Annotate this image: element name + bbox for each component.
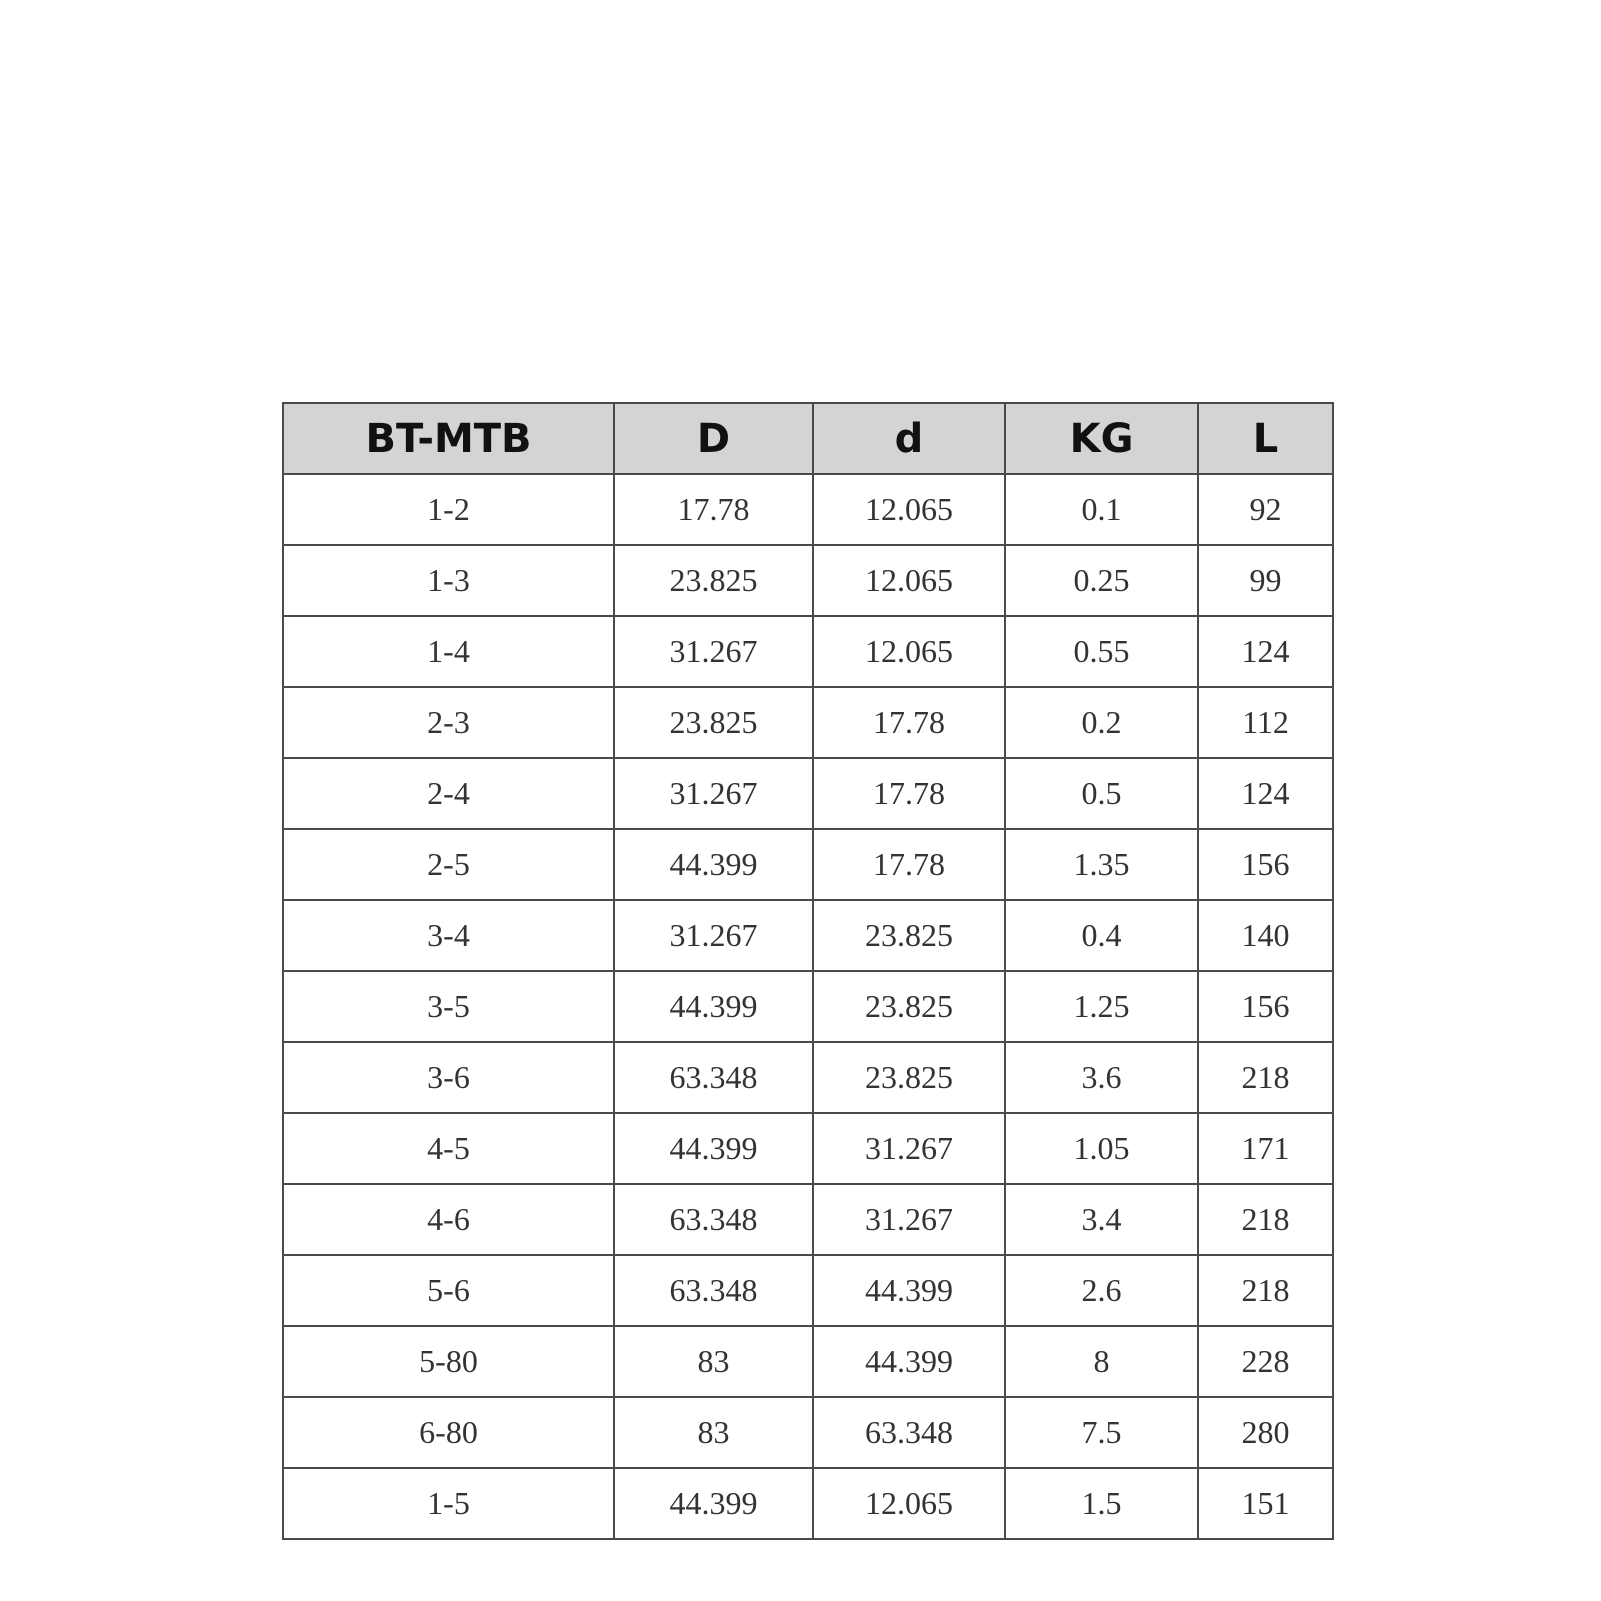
cell-length: 140 (1198, 900, 1333, 971)
table-row (283, 1255, 1333, 1326)
cell-weight: 1.25 (1005, 971, 1198, 1042)
cell-weight: 7.5 (1005, 1397, 1198, 1468)
table-row (283, 758, 1333, 829)
table-row (283, 1184, 1333, 1255)
table-row (283, 900, 1333, 971)
cell-outer-diameter: 23.825 (614, 687, 813, 758)
cell-length: 171 (1198, 1113, 1333, 1184)
cell-model: 1-3 (283, 545, 614, 616)
table-row (283, 1113, 1333, 1184)
cell-model: 1-2 (283, 474, 614, 545)
cell-length: 112 (1198, 687, 1333, 758)
cell-weight: 0.2 (1005, 687, 1198, 758)
table-row (283, 971, 1333, 1042)
header-weight: KG (1005, 403, 1198, 474)
cell-model: 3-6 (283, 1042, 614, 1113)
cell-inner-diameter: 44.399 (813, 1255, 1005, 1326)
table-row (283, 474, 1333, 545)
cell-inner-diameter: 31.267 (813, 1184, 1005, 1255)
cell-weight: 0.1 (1005, 474, 1198, 545)
cell-length: 151 (1198, 1468, 1333, 1539)
cell-weight: 8 (1005, 1326, 1198, 1397)
cell-outer-diameter: 31.267 (614, 616, 813, 687)
cell-inner-diameter: 17.78 (813, 687, 1005, 758)
cell-outer-diameter: 63.348 (614, 1255, 813, 1326)
cell-weight: 0.5 (1005, 758, 1198, 829)
cell-length: 156 (1198, 829, 1333, 900)
cell-length: 92 (1198, 474, 1333, 545)
cell-weight: 3.6 (1005, 1042, 1198, 1113)
cell-outer-diameter: 17.78 (614, 474, 813, 545)
table-header (283, 403, 1333, 474)
cell-inner-diameter: 23.825 (813, 971, 1005, 1042)
spec-table (282, 402, 1334, 1540)
cell-length: 218 (1198, 1042, 1333, 1113)
table-row (283, 1468, 1333, 1539)
cell-model: 2-4 (283, 758, 614, 829)
header-row (283, 403, 1333, 474)
cell-inner-diameter: 63.348 (813, 1397, 1005, 1468)
table-row (283, 829, 1333, 900)
header-length: L (1198, 403, 1333, 474)
header-inner-diameter: d (813, 403, 1005, 474)
cell-model: 1-5 (283, 1468, 614, 1539)
cell-inner-diameter: 17.78 (813, 829, 1005, 900)
cell-outer-diameter: 31.267 (614, 900, 813, 971)
cell-model: 2-5 (283, 829, 614, 900)
table-row (283, 1326, 1333, 1397)
cell-weight: 0.4 (1005, 900, 1198, 971)
cell-model: 5-80 (283, 1326, 614, 1397)
cell-model: 4-5 (283, 1113, 614, 1184)
cell-weight: 3.4 (1005, 1184, 1198, 1255)
table-body (283, 474, 1333, 1539)
cell-outer-diameter: 63.348 (614, 1042, 813, 1113)
cell-outer-diameter: 44.399 (614, 1468, 813, 1539)
cell-weight: 1.35 (1005, 829, 1198, 900)
cell-length: 228 (1198, 1326, 1333, 1397)
table-row (283, 1397, 1333, 1468)
cell-inner-diameter: 44.399 (813, 1326, 1005, 1397)
cell-length: 218 (1198, 1184, 1333, 1255)
cell-model: 3-4 (283, 900, 614, 971)
cell-model: 6-80 (283, 1397, 614, 1468)
cell-outer-diameter: 44.399 (614, 971, 813, 1042)
cell-inner-diameter: 23.825 (813, 1042, 1005, 1113)
cell-length: 124 (1198, 758, 1333, 829)
cell-model: 3-5 (283, 971, 614, 1042)
cell-inner-diameter: 12.065 (813, 1468, 1005, 1539)
table-row (283, 545, 1333, 616)
cell-inner-diameter: 17.78 (813, 758, 1005, 829)
cell-weight: 2.6 (1005, 1255, 1198, 1326)
cell-length: 156 (1198, 971, 1333, 1042)
cell-model: 4-6 (283, 1184, 614, 1255)
cell-outer-diameter: 44.399 (614, 1113, 813, 1184)
cell-weight: 0.55 (1005, 616, 1198, 687)
table-row (283, 1042, 1333, 1113)
cell-outer-diameter: 83 (614, 1326, 813, 1397)
cell-inner-diameter: 12.065 (813, 616, 1005, 687)
cell-length: 99 (1198, 545, 1333, 616)
cell-length: 280 (1198, 1397, 1333, 1468)
header-outer-diameter: D (614, 403, 813, 474)
cell-outer-diameter: 31.267 (614, 758, 813, 829)
header-model: BT-MTB (283, 403, 614, 474)
cell-weight: 0.25 (1005, 545, 1198, 616)
cell-inner-diameter: 23.825 (813, 900, 1005, 971)
cell-inner-diameter: 12.065 (813, 545, 1005, 616)
cell-length: 218 (1198, 1255, 1333, 1326)
cell-inner-diameter: 31.267 (813, 1113, 1005, 1184)
cell-outer-diameter: 63.348 (614, 1184, 813, 1255)
table-row (283, 687, 1333, 758)
cell-weight: 1.05 (1005, 1113, 1198, 1184)
cell-length: 124 (1198, 616, 1333, 687)
table-row (283, 616, 1333, 687)
cell-outer-diameter: 83 (614, 1397, 813, 1468)
cell-model: 1-4 (283, 616, 614, 687)
cell-outer-diameter: 23.825 (614, 545, 813, 616)
cell-model: 2-3 (283, 687, 614, 758)
cell-inner-diameter: 12.065 (813, 474, 1005, 545)
cell-weight: 1.5 (1005, 1468, 1198, 1539)
cell-outer-diameter: 44.399 (614, 829, 813, 900)
cell-model: 5-6 (283, 1255, 614, 1326)
